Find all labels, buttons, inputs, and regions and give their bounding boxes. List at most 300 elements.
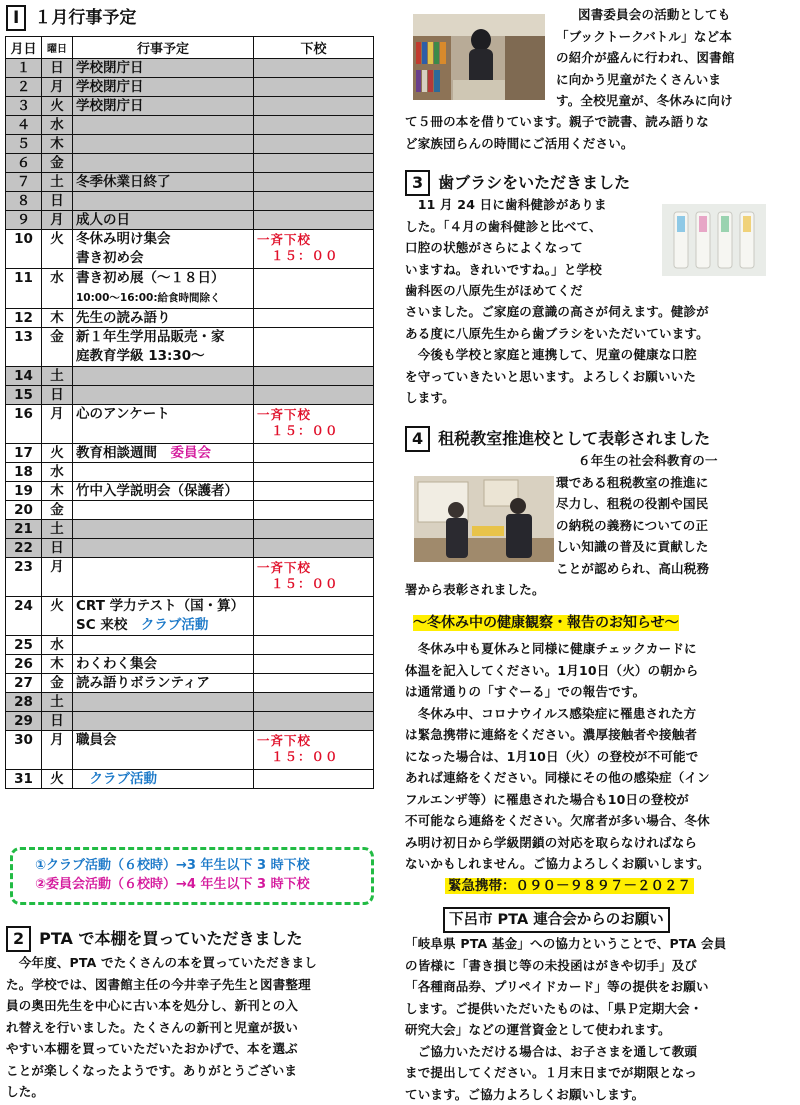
row-day	[42, 731, 73, 770]
calendar-row	[6, 539, 374, 558]
section4-heading	[405, 426, 710, 452]
row-date	[6, 674, 42, 693]
row-event	[73, 463, 254, 482]
row-day	[42, 693, 73, 712]
date-value: 21	[14, 521, 33, 537]
calendar-row	[6, 135, 374, 154]
calendar-row	[6, 482, 374, 501]
event-line-2	[76, 288, 250, 308]
event-value-2: 10:00～16:00:給食時間除く	[76, 292, 221, 304]
day-value: 土	[50, 521, 64, 537]
row-day	[42, 269, 73, 309]
calendar-row	[6, 770, 374, 789]
calendar-row	[6, 154, 374, 173]
section3-line: 今後も学校と家庭と連携して、児童の健康な口腔	[405, 344, 797, 366]
row-event	[73, 674, 254, 693]
date-value: ８	[17, 193, 31, 209]
row-dismissal	[254, 230, 374, 269]
event-line-2	[76, 347, 250, 366]
day-value: 月	[50, 559, 64, 575]
calendar-row	[6, 731, 374, 770]
day-value: 水	[50, 464, 64, 480]
event-value: 先生の読み語り	[76, 310, 171, 326]
section4-line: 環である租税教室の推進に	[556, 472, 796, 494]
row-dismissal	[254, 482, 374, 501]
club-notes-box	[10, 847, 374, 905]
dismissal-time: １５：００	[257, 423, 370, 439]
calendar-row	[6, 712, 374, 731]
day-value: 木	[50, 310, 64, 326]
event-extra: クラブ活動	[141, 617, 209, 633]
event-value: 職員会	[76, 732, 117, 748]
section1-heading	[6, 5, 136, 31]
pta-line: ご協力いただける場合は、お子さまを通して教頭	[405, 1041, 797, 1063]
row-day	[42, 192, 73, 211]
row-day	[42, 770, 73, 789]
dismissal-value: 一斉下校	[257, 232, 370, 248]
event-value: 読み語りボランティア	[76, 675, 210, 691]
row-event	[73, 230, 254, 269]
date-value: 27	[14, 675, 33, 691]
day-value: 土	[50, 368, 64, 384]
row-dismissal	[254, 97, 374, 116]
event-value: 教育相談週間	[76, 445, 157, 461]
row-day	[42, 173, 73, 192]
calendar-body	[6, 59, 374, 789]
row-day	[42, 539, 73, 558]
date-value: 18	[14, 464, 33, 480]
row-dismissal	[254, 269, 374, 309]
event-line	[76, 309, 250, 327]
row-event	[73, 173, 254, 192]
date-value: 16	[14, 406, 33, 422]
calendar-row	[6, 636, 374, 655]
row-dismissal	[254, 636, 374, 655]
row-day	[42, 211, 73, 230]
row-dismissal	[254, 693, 374, 712]
calendar-row	[6, 558, 374, 597]
row-event	[73, 328, 254, 367]
health-line: 不可能なら連絡をください。欠席者が多い場合、冬休	[405, 810, 797, 832]
date-value: 31	[14, 771, 33, 787]
row-event	[73, 655, 254, 674]
day-value: 日	[50, 60, 64, 76]
row-day	[42, 655, 73, 674]
day-value: 金	[50, 675, 64, 691]
day-value: 水	[50, 117, 64, 133]
row-dismissal	[254, 367, 374, 386]
section3-line: を守っていきたいと思います。よろしくお願いいた	[405, 366, 797, 388]
section2-number: 2	[6, 926, 31, 952]
row-date	[6, 173, 42, 192]
section4-line: ６年生の社会科教育の一	[556, 450, 796, 472]
health-line: 冬休み中も夏休みと同様に健康チェックカードに	[405, 638, 797, 660]
event-line	[76, 405, 250, 424]
row-date	[6, 309, 42, 328]
library-line: 図書委員会の活動としても	[556, 4, 796, 26]
date-value: ５	[17, 136, 31, 152]
row-dismissal	[254, 655, 374, 674]
row-date	[6, 367, 42, 386]
row-day	[42, 482, 73, 501]
section2-line: れ替えを行いました。たくさんの新刊と児童が扱い	[6, 1017, 378, 1039]
day-value: 水	[50, 637, 64, 653]
pta-line: します。ご提供いただいたものは、「県Ｐ定期大会・	[405, 998, 797, 1020]
row-day	[42, 97, 73, 116]
pta-line: まで提出してください。１月末日までが期限となっ	[405, 1062, 797, 1084]
section4-line: しい知識の普及に貢献した	[556, 536, 796, 558]
event-value: CRT 学力テスト（国・算）	[76, 598, 244, 614]
event-value-2: 書き初め会	[76, 250, 144, 266]
row-date	[6, 482, 42, 501]
row-day	[42, 501, 73, 520]
event-line	[76, 97, 250, 115]
calendar-row	[6, 674, 374, 693]
event-value-2: SC 来校	[76, 617, 127, 633]
section2-body	[6, 952, 378, 1103]
event-value: 冬休み明け集会	[76, 231, 171, 247]
emergency-phone-text: 緊急携帯：０９０－９８９７－２０２７	[445, 878, 694, 894]
dismissal-time: １５：００	[257, 576, 370, 592]
event-line	[76, 59, 250, 77]
date-value: 12	[14, 310, 33, 326]
section3-line: ある度に八原先生から歯ブラシをいただいています。	[405, 323, 797, 345]
calendar-row	[6, 501, 374, 520]
event-value: 心のアンケート	[76, 406, 170, 422]
day-value: 日	[50, 540, 64, 556]
calendar-table	[5, 36, 374, 789]
date-value: 14	[14, 368, 33, 384]
pta-line: ています。ご協力よろしくお願いします。	[405, 1084, 797, 1105]
event-value: 学校閉庁日	[76, 79, 144, 95]
header-dismissal: 下校	[254, 37, 374, 59]
row-day	[42, 636, 73, 655]
dismissal-time: １５：００	[257, 248, 370, 264]
section3-line: 口腔の状態がさらによくなって	[405, 237, 670, 259]
row-dismissal	[254, 135, 374, 154]
calendar-row	[6, 192, 374, 211]
row-date	[6, 520, 42, 539]
health-body	[405, 638, 797, 875]
date-value: 25	[14, 637, 33, 653]
calendar-row	[6, 463, 374, 482]
event-line	[76, 482, 250, 500]
row-day	[42, 367, 73, 386]
row-dismissal	[254, 712, 374, 731]
section4-line: 尽力し、租税の役割や国民	[556, 493, 796, 515]
date-value: ７	[17, 174, 31, 190]
row-day	[42, 520, 73, 539]
row-event	[73, 367, 254, 386]
event-line	[76, 655, 250, 673]
pta-line: 「各種商品券、プリペイドカード」等の提供をお願い	[405, 976, 797, 998]
dismissal-value: 一斉下校	[257, 560, 370, 576]
calendar-row	[6, 97, 374, 116]
row-event	[73, 59, 254, 78]
library-line: て５冊の本を借りています。親子で読書、読み語りな	[405, 111, 797, 133]
row-day	[42, 59, 73, 78]
section3-line: 歯科医の八原先生がほめてくだ	[405, 280, 670, 302]
day-value: 火	[50, 771, 64, 787]
dismissal-value: 一斉下校	[257, 407, 370, 423]
calendar-row	[6, 78, 374, 97]
row-date	[6, 78, 42, 97]
day-value: 日	[50, 387, 64, 403]
row-dismissal	[254, 173, 374, 192]
event-value: 学校閉庁日	[76, 60, 144, 76]
calendar-row	[6, 59, 374, 78]
row-event	[73, 116, 254, 135]
row-date	[6, 192, 42, 211]
row-event	[73, 539, 254, 558]
calendar-row	[6, 386, 374, 405]
health-line: み明け初日から学級閉鎖の対応を取らなければなら	[405, 832, 797, 854]
row-date	[6, 386, 42, 405]
section3-line: さいました。ご家庭の意識の高さが伺えます。健診が	[405, 301, 797, 323]
calendar-row	[6, 269, 374, 309]
row-dismissal	[254, 558, 374, 597]
row-dismissal	[254, 463, 374, 482]
event-value: わくわく集会	[76, 656, 157, 672]
calendar-row	[6, 309, 374, 328]
section2-line: ことが楽しくなったようです。ありがとうございま	[6, 1060, 378, 1082]
date-value: 28	[14, 694, 33, 710]
library-line: す。全校児童が、冬休みに向け	[556, 90, 796, 112]
day-value: 火	[50, 598, 64, 614]
row-dismissal	[254, 731, 374, 770]
health-line: は通常通りの「すぐーる」での報告です。	[405, 681, 797, 703]
row-date	[6, 154, 42, 173]
event-value: 新１年生学用品販売・家	[76, 329, 225, 345]
section4-line: の納税の義務についての正	[556, 515, 796, 537]
date-value: ６	[17, 155, 31, 171]
row-dismissal	[254, 597, 374, 636]
row-event	[73, 636, 254, 655]
event-line	[76, 444, 250, 462]
date-value: 10	[14, 231, 33, 247]
date-value: 19	[14, 483, 33, 499]
library-side-text	[556, 4, 796, 112]
row-date	[6, 597, 42, 636]
date-value: ２	[17, 79, 31, 95]
row-date	[6, 539, 42, 558]
event-line-2	[76, 616, 250, 635]
event-line	[76, 674, 250, 692]
day-value: 水	[50, 270, 64, 286]
health-title-text: ～冬休み中の健康観察・報告のお知らせ～	[413, 615, 679, 631]
row-event	[73, 597, 254, 636]
calendar-row	[6, 693, 374, 712]
row-event	[73, 712, 254, 731]
section1-title: １月行事予定	[34, 8, 136, 28]
row-event	[73, 405, 254, 444]
date-value: 13	[14, 329, 33, 345]
section3-line: した。「４月の歯科健診と比べて、	[405, 216, 670, 238]
row-dismissal	[254, 501, 374, 520]
calendar-row	[6, 444, 374, 463]
row-dismissal	[254, 309, 374, 328]
section2-line: 員の奥田先生を中心に古い本を処分し、新刊との入	[6, 995, 378, 1017]
section3-line: いますね。きれいですね。」と学校	[405, 259, 670, 281]
library-image	[413, 14, 545, 100]
date-value: 20	[14, 502, 33, 518]
date-value: １	[17, 60, 31, 76]
event-value: 竹中入学説明会（保護者）	[76, 483, 238, 499]
row-date	[6, 328, 42, 367]
section3-line: 11 月 24 日に歯科健診がありま	[405, 194, 670, 216]
row-dismissal	[254, 674, 374, 693]
row-day	[42, 386, 73, 405]
section3-full-text	[405, 301, 797, 409]
row-event	[73, 520, 254, 539]
health-title	[413, 613, 679, 634]
section2-line: た。学校では、図書館主任の今井幸子先生と図書整理	[6, 974, 378, 996]
section2-line: した。	[6, 1081, 378, 1103]
event-note: クラブ活動	[90, 771, 158, 787]
pta-line: の皆様に「書き損じ等の未投函はがきや切手」及び	[405, 955, 797, 977]
row-event	[73, 444, 254, 463]
section2-line: やすい本棚を買っていただいたおかげで、本を選ぶ	[6, 1038, 378, 1060]
library-full-text	[405, 111, 797, 154]
section4-line: 署から表彰されました。	[405, 579, 797, 601]
header-date: 月日	[6, 37, 42, 59]
event-line	[76, 230, 250, 249]
row-dismissal	[254, 59, 374, 78]
row-event	[73, 269, 254, 309]
row-date	[6, 712, 42, 731]
pta-body	[405, 933, 797, 1105]
row-date	[6, 269, 42, 309]
row-dismissal	[254, 520, 374, 539]
row-day	[42, 154, 73, 173]
row-event	[73, 731, 254, 770]
header-day: 曜日	[42, 37, 73, 59]
event-line-2	[76, 249, 250, 268]
date-value: ９	[17, 212, 31, 228]
event-line	[76, 731, 250, 750]
date-value: 17	[14, 445, 33, 461]
note-committee: ②委員会活動（６校時）→4 年生以下 3 時下校	[35, 875, 371, 894]
dismissal-value: 一斉下校	[257, 733, 370, 749]
row-day	[42, 328, 73, 367]
pta-line: 「岐阜県 PTA 基金」への協力ということで、PTA 会員	[405, 933, 797, 955]
day-value: 月	[50, 732, 64, 748]
event-line	[76, 770, 250, 788]
day-value: 月	[50, 79, 64, 95]
calendar-row	[6, 230, 374, 269]
row-day	[42, 78, 73, 97]
row-event	[73, 135, 254, 154]
event-line	[76, 173, 250, 191]
day-value: 金	[50, 329, 64, 345]
note-club: ①クラブ活動（６校時）→3 年生以下 3 時下校	[35, 856, 371, 875]
row-date	[6, 211, 42, 230]
library-line: 「ブックトークバトル」など本	[556, 26, 796, 48]
section2-line: 今年度、PTA でたくさんの本を買っていただきまし	[6, 952, 378, 974]
date-value: 26	[14, 656, 33, 672]
row-day	[42, 116, 73, 135]
section2-heading	[6, 926, 303, 952]
row-dismissal	[254, 539, 374, 558]
row-date	[6, 636, 42, 655]
row-day	[42, 444, 73, 463]
row-day	[42, 405, 73, 444]
day-value: 木	[50, 136, 64, 152]
row-date	[6, 97, 42, 116]
event-line	[76, 269, 250, 288]
event-value-2: 庭教育学級 13:30～	[76, 348, 205, 364]
day-value: 金	[50, 502, 64, 518]
row-date	[6, 59, 42, 78]
section4-title: 租税教室推進校として表彰されました	[438, 429, 710, 448]
health-line: ないかもしれません。ご協力よろしくお願いします。	[405, 853, 797, 875]
date-value: 29	[14, 713, 33, 729]
row-event	[73, 693, 254, 712]
dismissal-time: １５：００	[257, 749, 370, 765]
calendar-row	[6, 597, 374, 636]
section3-heading	[405, 170, 630, 196]
calendar-row	[6, 367, 374, 386]
row-date	[6, 693, 42, 712]
row-date	[6, 501, 42, 520]
row-date	[6, 116, 42, 135]
emergency-phone	[445, 876, 694, 896]
health-line: 体温を記入してください。1月10日（火）の朝から	[405, 660, 797, 682]
date-value: 23	[14, 559, 33, 575]
toothbrush-photo	[662, 204, 766, 276]
calendar-row	[6, 211, 374, 230]
date-value: ４	[17, 117, 31, 133]
row-day	[42, 558, 73, 597]
section4-number: 4	[405, 426, 430, 452]
event-value: 成人の日	[76, 212, 130, 228]
toothbrush-image	[662, 204, 766, 276]
event-note: 委員会	[171, 445, 212, 461]
day-value: 火	[50, 98, 64, 114]
date-value: 22	[14, 540, 33, 556]
row-event	[73, 78, 254, 97]
date-value: ３	[17, 98, 31, 114]
library-photo	[413, 14, 545, 100]
row-event	[73, 309, 254, 328]
calendar-row	[6, 520, 374, 539]
day-value: 月	[50, 212, 64, 228]
row-event	[73, 154, 254, 173]
day-value: 火	[50, 231, 64, 247]
row-event	[73, 558, 254, 597]
row-event	[73, 482, 254, 501]
award-photo	[414, 476, 554, 562]
section3-number: 3	[405, 170, 430, 196]
section3-line: します。	[405, 387, 797, 409]
row-date	[6, 405, 42, 444]
section4-line: ことが認められ、高山税務	[556, 558, 796, 580]
row-dismissal	[254, 192, 374, 211]
event-value: 書き初め展（～１８日）	[76, 270, 225, 286]
row-event	[73, 97, 254, 116]
day-value: 木	[50, 656, 64, 672]
row-date	[6, 230, 42, 269]
day-value: 金	[50, 155, 64, 171]
row-dismissal	[254, 770, 374, 789]
section2-title: PTA で本棚を買っていただきました	[39, 929, 302, 948]
day-value: 火	[50, 445, 64, 461]
row-day	[42, 309, 73, 328]
library-line: の紹介が盛んに行われ、図書館	[556, 47, 796, 69]
row-dismissal	[254, 386, 374, 405]
row-dismissal	[254, 328, 374, 367]
day-value: 土	[50, 694, 64, 710]
